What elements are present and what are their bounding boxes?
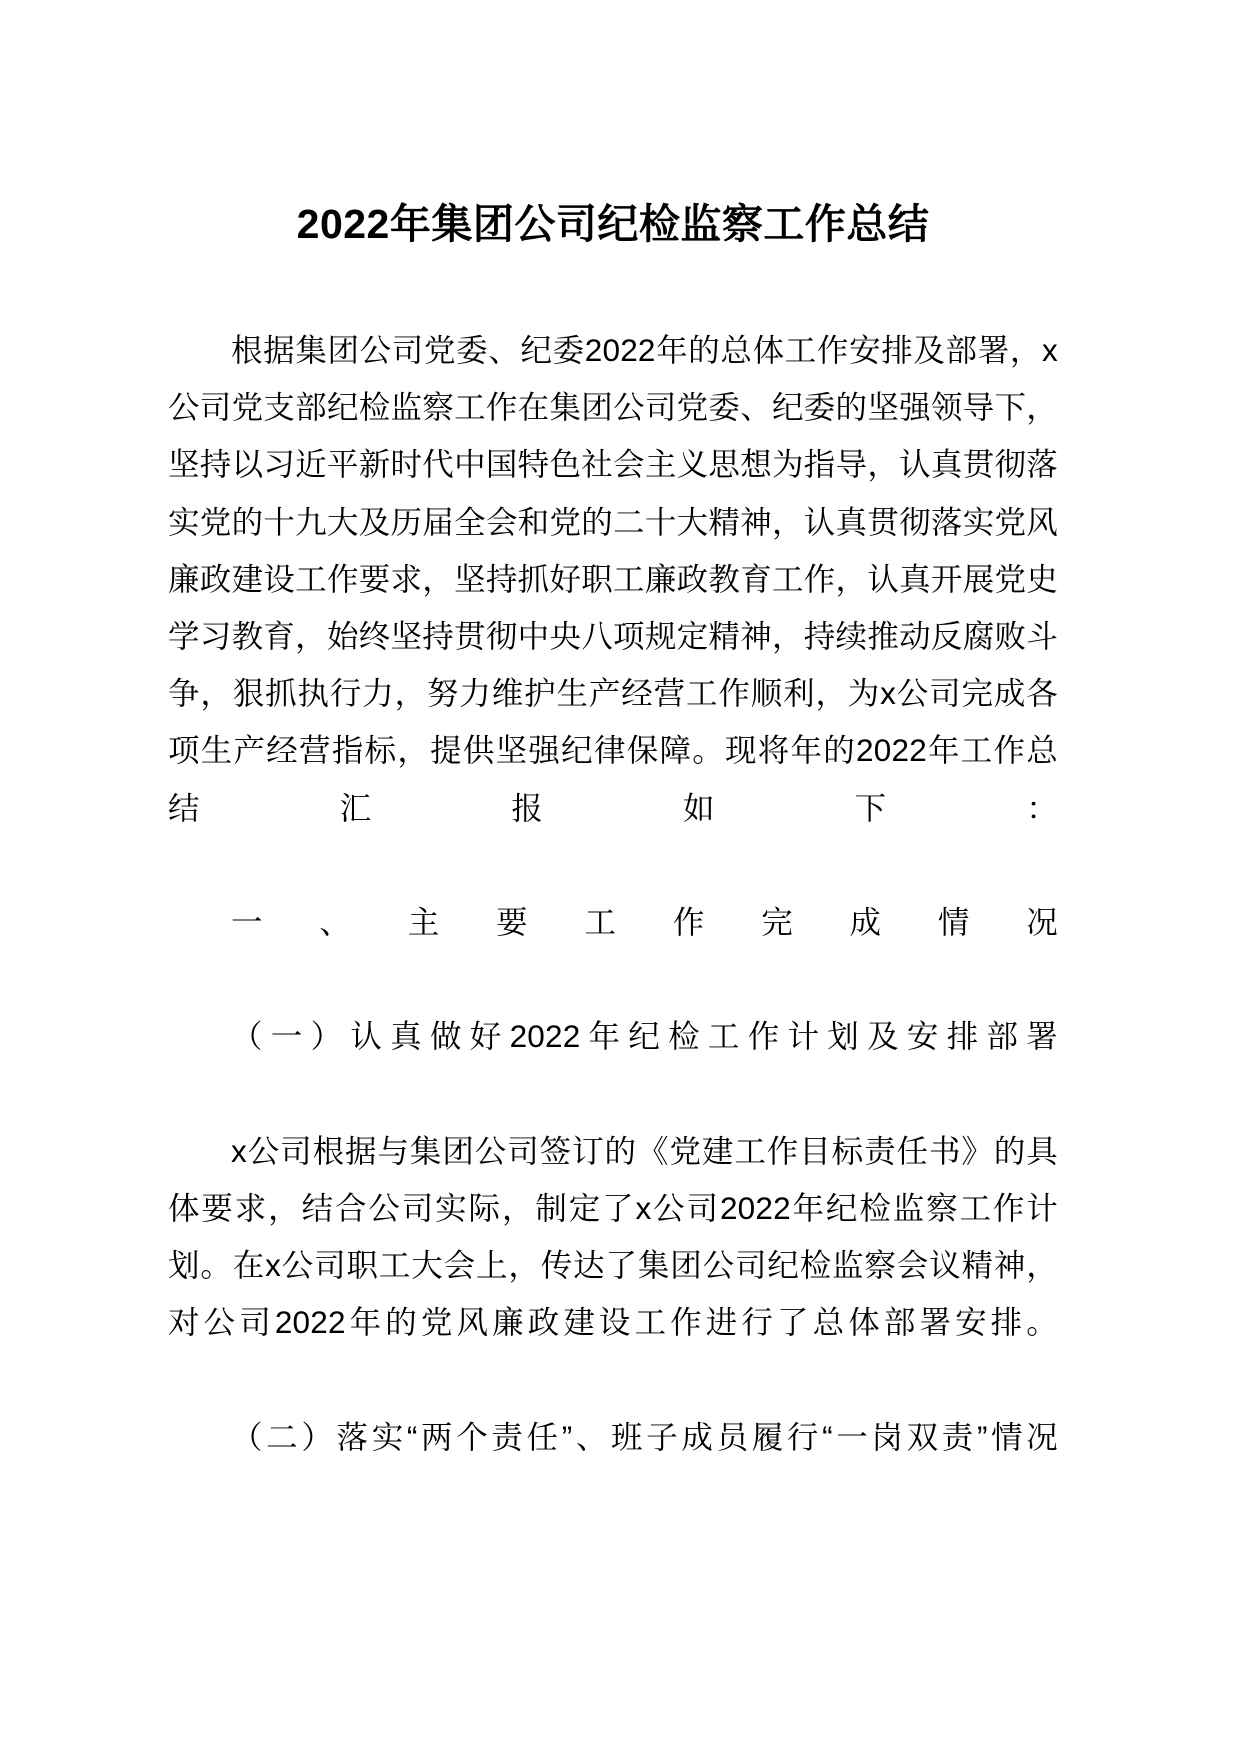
heading-subsection-one: （一）认真做好2022年纪检工作计划及安排部署 [231,1018,1058,1055]
page-title: 2022年集团公司纪检监察工作总结 [296,201,930,247]
document-body [168,322,1058,1523]
heading-subsection-two: （二）落实“两个责任”、班子成员履行“一岗双责”情况 [231,1418,1058,1455]
heading-section-one: 一、主要工作完成情况 [231,904,1058,941]
paragraph-subsection-one-body: x公司根据与集团公司签订的《党建工作目标责任书》的具体要求，结合公司实际，制定了x公司2022年纪检监察工作计划。在x公司职工大会上，传达了集团公司纪检监察会议精神，对公司2022年的党风廉政建设工作进行了总体部署安排。 [168,1132,1058,1341]
paragraph-intro: 根据集团公司党委、纪委2022年的总体工作安排及部署，x公司党支部纪检监察工作在集团公司党委、纪委的坚强领导下，坚持以习近平新时代中国特色社会主义思想为指导，认真贯彻落实党的十九大及历届全会和党的二十大精神，认真贯彻落实党风廉政建设工作要求，坚持抓好职工廉政教育工作，认真开展党史学习教育，始终坚持贯彻中央八项规定精神，持续推动反腐败斗争，狠抓执行力，努力维护生产经营工作顺利，为x公司完成各项生产经营指标，提供坚强纪律保障。现将年的2022年工作总结汇报如下： [168,332,1058,826]
